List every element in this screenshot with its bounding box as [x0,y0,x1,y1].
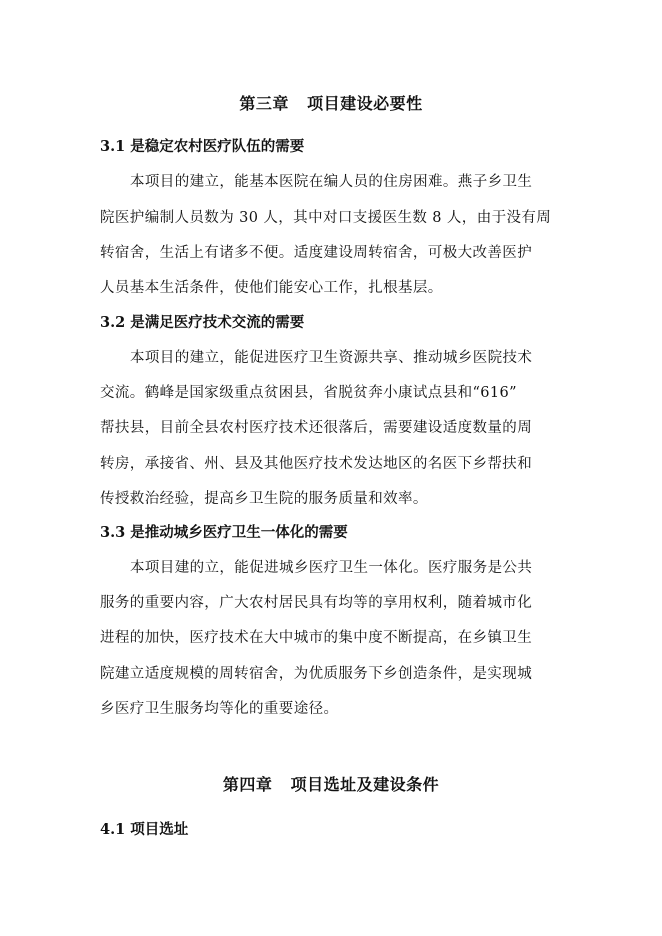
section-3-2-line-4: 转房，承接省、州、县及其他医疗技术发达地区的名医下乡帮扶和 [100,456,533,472]
section-3-1-line-1: 本项目的建立，能基本医院在编人员的住房困难。燕子乡卫生 [130,174,533,190]
section-3-3-line-4: 院建立适度规模的周转宿舍，为优质服务下乡创造条件，是实现城 [100,666,533,682]
section-3-3-heading: 3.3 是推动城乡医疗卫生一体化的需要 [100,524,348,541]
section-3-3-line-5: 乡医疗卫生服务均等化的重要途径。 [100,701,339,717]
section-3-2-line-5: 传授救治经验，提高乡卫生院的服务质量和效率。 [100,491,428,507]
section-3-2-line-3: 帮扶县，目前全县农村医疗技术还很落后，需要建设适度数量的周 [100,420,533,436]
chapter-3-title: 第三章 项目建设必要性 [239,94,423,113]
section-3-2-line-2: 交流。鹤峰是国家级重点贫困县，省脱贫奔小康试点县和“616” [100,385,517,401]
section-3-1-line-3: 转宿舍，生活上有诸多不便。适度建设周转宿舍，可极大改善医护 [100,245,533,261]
section-3-3-line-2: 服务的重要内容，广大农村居民具有均等的享用权利，随着城市化 [100,595,533,611]
section-3-3-line-1: 本项目建的立，能促进城乡医疗卫生一体化。医疗服务是公共 [130,560,533,576]
section-3-3-line-3: 进程的加快，医疗技术在大中城市的集中度不断提高，在乡镇卫生 [100,630,533,646]
section-3-1-heading: 3.1 是稳定农村医疗队伍的需要 [100,138,305,155]
section-3-2-line-1: 本项目的建立，能促进医疗卫生资源共享、推动城乡医院技术 [130,350,533,366]
section-3-1-line-2: 院医护编制人员数为 30 人，其中对口支援医生数 8 人，由于没有周 [100,210,552,226]
chapter-4-title: 第四章 项目选址及建设条件 [222,775,440,794]
section-3-2-heading: 3.2 是满足医疗技术交流的需要 [100,314,305,331]
section-4-1-heading: 4.1 项目选址 [100,821,189,838]
section-3-1-line-4: 人员基本生活条件，使他们能安心工作，扎根基层。 [100,280,443,296]
